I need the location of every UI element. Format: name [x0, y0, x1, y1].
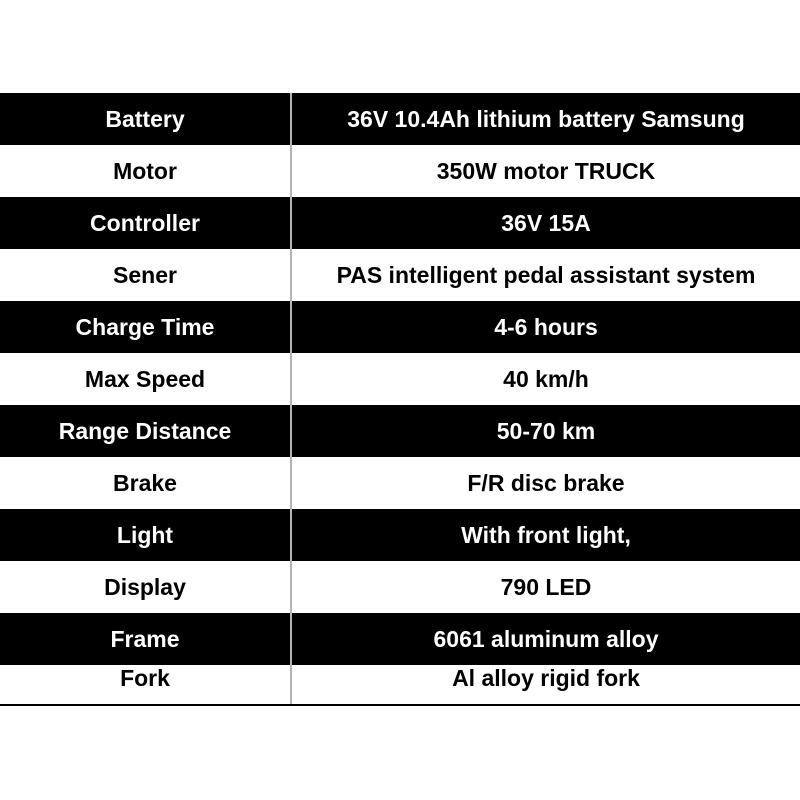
spec-label: Controller [0, 197, 291, 249]
spec-value: 350W motor TRUCK [291, 145, 800, 197]
spec-label: Sener [0, 249, 291, 301]
spec-value-cell [291, 665, 800, 705]
table-row [0, 93, 800, 145]
spec-value: 36V 10.4Ah lithium battery Samsung [291, 93, 800, 145]
table-row [0, 561, 800, 613]
table-row [0, 665, 800, 705]
spec-value: 36V 15A [291, 197, 800, 249]
spec-label: Max Speed [0, 353, 291, 405]
spec-label: Fork [120, 665, 170, 691]
spec-value: 40 km/h [291, 353, 800, 405]
spec-value: 4-6 hours [291, 301, 800, 353]
table-row [0, 457, 800, 509]
spec-label: Battery [0, 93, 291, 145]
spec-label: Light [0, 509, 291, 561]
table-row [0, 405, 800, 457]
spec-label: Range Distance [0, 405, 291, 457]
table-row [0, 509, 800, 561]
spec-label: Display [0, 561, 291, 613]
spec-value: 790 LED [291, 561, 800, 613]
spec-label: Frame [0, 613, 291, 665]
spec-value: Al alloy rigid fork [452, 665, 640, 691]
spec-label: Motor [0, 145, 291, 197]
spec-value: 50-70 km [291, 405, 800, 457]
table-row [0, 197, 800, 249]
spec-value: PAS intelligent pedal assistant system [291, 249, 800, 301]
spec-value: 6061 aluminum alloy [291, 613, 800, 665]
spec-value: F/R disc brake [291, 457, 800, 509]
table-row [0, 249, 800, 301]
table-row [0, 353, 800, 405]
spec-table [0, 93, 800, 706]
table-row [0, 301, 800, 353]
spec-label: Brake [0, 457, 291, 509]
spec-label-cell [0, 665, 291, 705]
spec-label: Charge Time [0, 301, 291, 353]
spec-value: With front light, [291, 509, 800, 561]
table-row [0, 613, 800, 665]
table-row [0, 145, 800, 197]
